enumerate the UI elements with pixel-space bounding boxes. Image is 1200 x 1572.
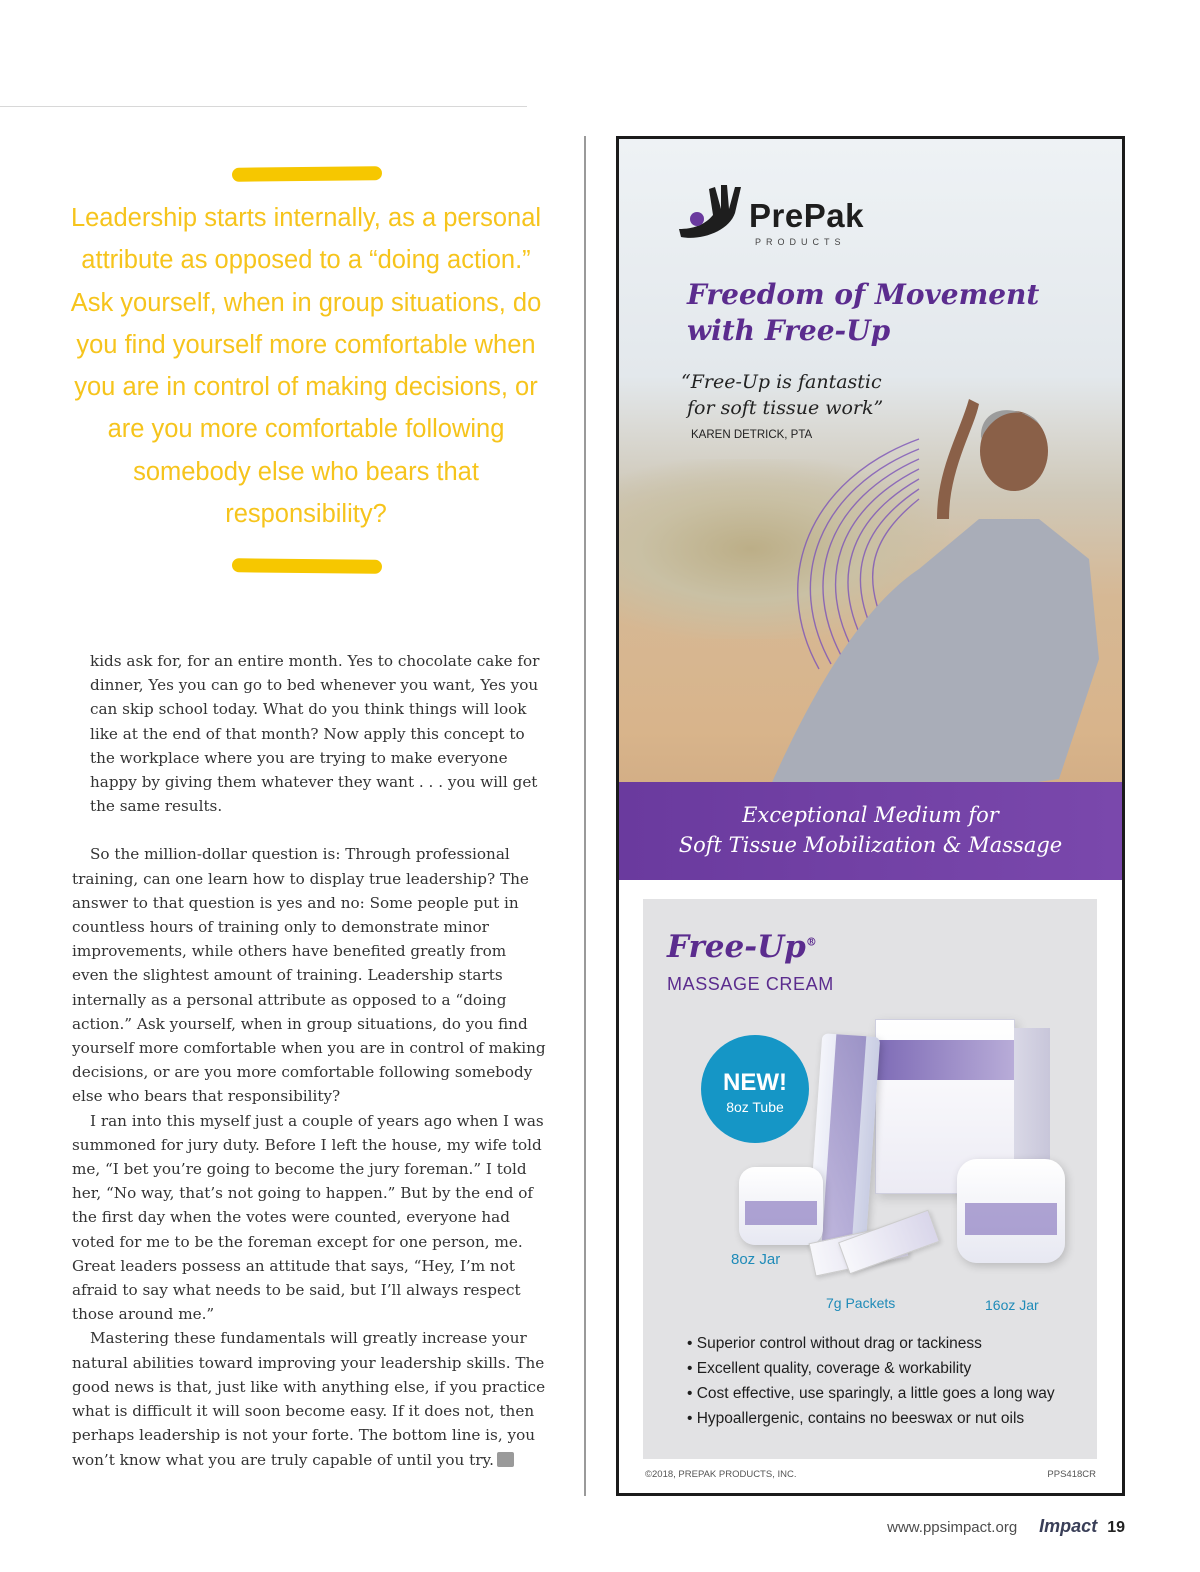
- feature-item: • Hypoallergenic, contains no beeswax or nut oils: [687, 1406, 1087, 1431]
- highlight-marker-top: [232, 166, 382, 182]
- product-subtitle: MASSAGE CREAM: [667, 974, 834, 994]
- tagline-line-2: Soft Tissue Mobilization & Massage: [678, 833, 1063, 857]
- ad-copyright: ©2018, PREPAK PRODUCTS, INC.: [645, 1469, 797, 1480]
- highlight-marker-bottom: [232, 558, 382, 574]
- badge-size-text: 8oz Tube: [726, 1099, 784, 1115]
- end-mark-icon: [497, 1452, 514, 1467]
- advertisement: [616, 136, 1125, 1496]
- pull-quote: Leadership starts internally, as a personal attribute as opposed to a “doing action.” Ask yourself, when in group situations, do you find yourself more comfortable when you are in control of making decisions, or are you more comfortable following somebody else who bears that responsibility?: [70, 204, 542, 529]
- article-paragraph: I ran into this myself just a couple of years ago when I was summoned for jury duty. Before I left the house, my wife told me, “I bet you’re going to become the jury foreman.” I told her, “No way, that’s not going to happen.” But by the end of the first day when the votes were counted, everyone had voted for me to be the foreman except for one person, me. Great leaders possess an attitude that says, “Hey, I’m not afraid to say what needs to be said, but I’ll always respect those around me.”: [72, 1111, 544, 1324]
- logo-subtitle: PRODUCTS: [755, 237, 846, 247]
- ad-photo: [619, 139, 1122, 879]
- product-name: [667, 929, 817, 965]
- jar-16oz-image: [957, 1159, 1065, 1263]
- caption-7g-packets: 7g Packets: [826, 1295, 896, 1311]
- jar-8oz-image: [739, 1167, 823, 1245]
- ad-code: PPS418CR: [1047, 1469, 1096, 1480]
- badge-new-text: NEW!: [723, 1069, 787, 1096]
- article-paragraph: kids ask for, for an entire month. Yes to chocolate cake for dinner, Yes you can go to bed whenever you want, Yes you can skip school today. What do you think things will look like at the end of that month? Now apply this concept to the workplace where you are trying to make everyone happy by giving them whatever they want . . . you will get the same results.: [90, 652, 540, 816]
- woman-yoga-figure: [619, 139, 1122, 879]
- quote-attribution: KAREN DETRICK, PTA: [691, 429, 813, 441]
- logo-wordmark: PrePak: [749, 197, 864, 234]
- hand-logo-icon: [671, 179, 747, 249]
- testimonial-quote: [681, 369, 941, 421]
- caption-16oz-jar: 16oz Jar: [985, 1297, 1039, 1313]
- article-body: [72, 649, 547, 1472]
- ad-headline: [687, 277, 1107, 349]
- page-number: 19: [1107, 1519, 1125, 1536]
- ad-tagline-band: [619, 782, 1122, 880]
- prepak-logo: [671, 179, 901, 249]
- quote-line-2: for soft tissue work”: [687, 397, 884, 419]
- feature-item: • Excellent quality, coverage & workability: [687, 1356, 1087, 1381]
- feature-item: • Superior control without drag or tackiness: [687, 1331, 1087, 1356]
- new-badge: [701, 1035, 809, 1143]
- tagline-text: [619, 800, 1122, 860]
- magazine-name: Impact: [1039, 1516, 1098, 1536]
- quote-line-1: “Free-Up is fantastic: [681, 371, 882, 393]
- footer-url[interactable]: www.ppsimpact.org: [887, 1519, 1018, 1536]
- article-paragraph-text: Mastering these fundamentals will greatly increase your natural abilities toward improving your leadership skills. The good news is that, just like with anything else, if you practice what is difficult it will soon become easy. If it does not, then perhaps leadership is not your forte. The bottom line is, you won’t know what you are truly capable of until you try.: [72, 1329, 546, 1469]
- tagline-line-1: Exceptional Medium for: [742, 803, 999, 827]
- top-rule: [0, 106, 527, 107]
- feature-list: [687, 1331, 1087, 1431]
- article-paragraph: So the million-dollar question is: Through professional training, can one learn how to display true leadership? The answer to that question is yes and no: Some people put in countless hours of training only to demonstrate minor improvements, while others have benefited greatly from even the slightest amount of training. Leadership starts internally as a personal attribute as opposed to a “doing action.” Ask yourself, when in group situations, do you find yourself more comfortable when you are in control of making decisions, or are you more comfortable following somebody else who bears that responsibility?: [72, 845, 546, 1106]
- column-rule: [584, 136, 586, 1496]
- feature-item: • Cost effective, use sparingly, a little goes a long way: [687, 1381, 1087, 1406]
- caption-8oz-jar: 8oz Jar: [731, 1251, 781, 1268]
- page-footer: [887, 1516, 1125, 1537]
- headline-line-1: Freedom of Movement: [687, 278, 1040, 311]
- product-panel: [643, 899, 1097, 1459]
- product-name-text: Free-Up: [667, 929, 806, 965]
- headline-line-2: with Free-Up: [687, 314, 891, 347]
- article-paragraph-last: [72, 1326, 547, 1471]
- registered-mark: ®: [805, 935, 817, 949]
